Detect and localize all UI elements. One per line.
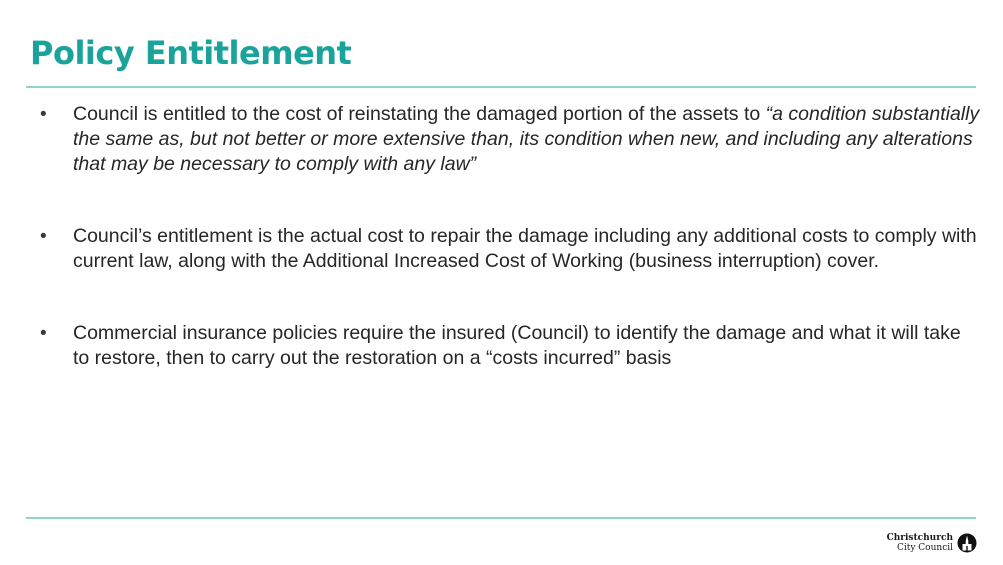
logo-wordmark: [887, 533, 953, 553]
christchurch-city-council-logo: [887, 533, 977, 553]
bullet-list: [40, 102, 980, 371]
bullet-item: [40, 321, 980, 371]
bullet-text: Council’s entitlement is the actual cost to repair the damage including any additional costs to comply with current law, along with the Additional Increased Cost of Working (business interruption) cover.: [73, 225, 977, 272]
bullet-item: [40, 224, 980, 274]
bullet-quote: “a condition substantially the same as, but not better or more extensive than, its condition when new, and including any alterations that may be necessary to comply with any law”: [73, 103, 980, 175]
footer-divider: [26, 517, 976, 519]
bullet-dot-icon: •: [40, 323, 47, 344]
bullet-dot-icon: •: [40, 104, 47, 125]
bullet-item: [40, 102, 980, 177]
title-divider: [26, 86, 976, 88]
bullet-text: Council is entitled to the cost of reinstating the damaged portion of the assets to: [73, 103, 766, 125]
slide-title: Policy Entitlement: [30, 34, 352, 72]
logo-line1: Christchurch: [886, 533, 953, 543]
logo-line2: City Council: [896, 543, 953, 553]
cathedral-logo-icon: [957, 533, 977, 553]
bullet-dot-icon: •: [40, 226, 47, 247]
bullet-text: Commercial insurance policies require the insured (Council) to identify the damage and what it will take to restore, then to carry out the restoration on a “costs incurred” basis: [73, 322, 961, 369]
